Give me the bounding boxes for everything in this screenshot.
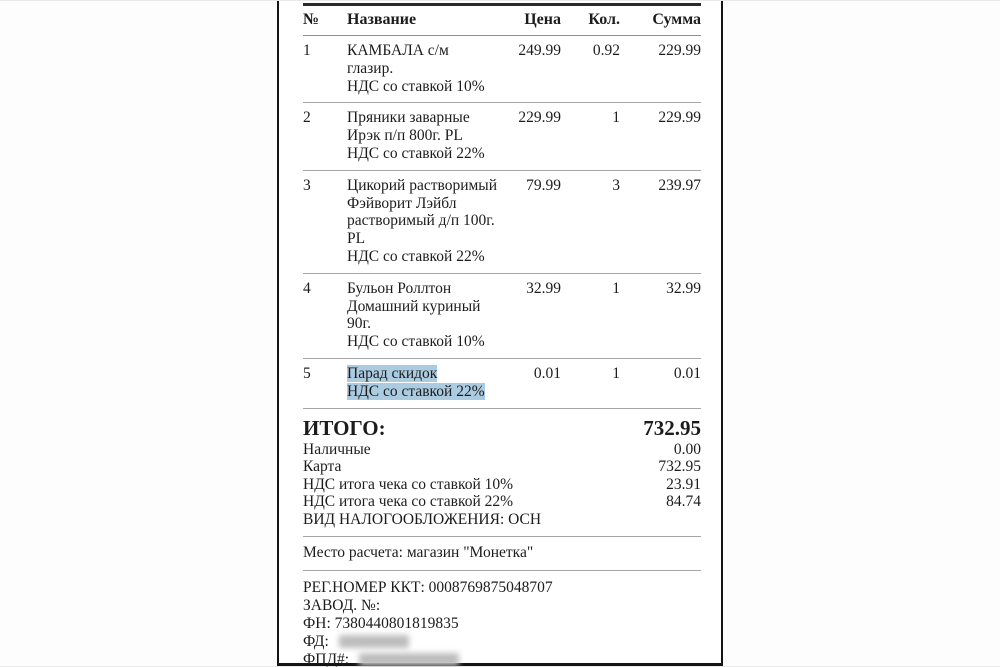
item-row bbox=[303, 274, 701, 359]
totals-line bbox=[303, 493, 701, 511]
item-price: 32.99 bbox=[526, 279, 561, 297]
item-name bbox=[347, 280, 511, 351]
item-row bbox=[303, 171, 701, 274]
fiscal-footer-label: ЗАВОД. №: bbox=[303, 597, 381, 615]
redacted-value-blur bbox=[339, 635, 409, 648]
total-row bbox=[303, 415, 701, 441]
item-name-text: Парад скидок bbox=[347, 364, 438, 382]
item-qty: 1 bbox=[612, 279, 620, 297]
item-sum: 239.97 bbox=[658, 176, 701, 194]
items-container bbox=[303, 36, 701, 409]
item-price: 249.99 bbox=[518, 42, 561, 59]
totals-line-label: НДС итога чека со ставкой 22% bbox=[303, 493, 514, 511]
receipt-card bbox=[277, 1, 723, 666]
totals-line-value: 0.00 bbox=[673, 440, 701, 458]
fiscal-footer-label: ФД: bbox=[303, 633, 329, 651]
item-name-line bbox=[347, 195, 511, 213]
item-vat-text: НДС со ставкой 10% bbox=[347, 77, 485, 95]
item-vat-text: НДС со ставкой 22% bbox=[347, 144, 485, 162]
items-table-header bbox=[303, 6, 701, 36]
item-name-text: Домашний куриный bbox=[347, 297, 481, 315]
item-vat-text: НДС со ставкой 22% bbox=[347, 382, 485, 400]
totals-line-label: Карта bbox=[303, 458, 342, 476]
item-name-line bbox=[347, 177, 511, 195]
item-price: 229.99 bbox=[518, 109, 561, 127]
item-sum: 229.99 bbox=[658, 42, 701, 59]
item-name-text: Пряники заварные bbox=[347, 109, 470, 127]
fiscal-footer-line bbox=[303, 633, 701, 651]
header-price-column: Цена bbox=[524, 11, 561, 28]
fiscal-footer-line bbox=[303, 615, 701, 633]
item-row bbox=[303, 359, 701, 409]
item-vat-line bbox=[347, 145, 511, 163]
item-name-line bbox=[347, 280, 511, 298]
header-qty-column: Кол. bbox=[588, 11, 620, 28]
item-vat-line bbox=[347, 248, 511, 266]
item-qty: 1 bbox=[612, 109, 620, 127]
total-value: 732.95 bbox=[643, 415, 701, 440]
item-name bbox=[347, 365, 511, 401]
totals-line-value: 23.91 bbox=[666, 475, 701, 493]
item-name-text: глазир. bbox=[347, 59, 394, 77]
fiscal-footer-line bbox=[303, 651, 701, 667]
header-sum-column: Сумма bbox=[652, 11, 701, 28]
item-sum: 229.99 bbox=[658, 109, 701, 127]
place-block bbox=[303, 537, 701, 571]
item-qty: 0.92 bbox=[592, 42, 620, 59]
totals-line bbox=[303, 458, 701, 476]
item-name-line bbox=[347, 212, 511, 230]
item-number: 5 bbox=[303, 364, 311, 382]
item-name-line bbox=[347, 127, 511, 145]
item-qty: 1 bbox=[612, 364, 620, 382]
item-number: 1 bbox=[303, 42, 311, 59]
header-number-column: № bbox=[303, 11, 320, 28]
fiscal-footer-label: ФПД#: bbox=[303, 651, 350, 667]
total-label: ИТОГО: bbox=[303, 415, 386, 440]
item-name-line bbox=[347, 230, 511, 248]
totals-line-value: 84.74 bbox=[666, 493, 701, 511]
place-of-payment: Место расчета: магазин "Монетка" bbox=[303, 544, 534, 562]
item-name-text: Цикорий растворимый bbox=[347, 176, 498, 194]
item-name-line bbox=[347, 315, 511, 333]
totals-line-label: Наличные bbox=[303, 440, 371, 458]
item-vat-line bbox=[347, 333, 511, 351]
item-name-line bbox=[347, 365, 511, 383]
item-name-text: Фэйворит Лэйбл bbox=[347, 194, 457, 212]
fiscal-footer-label: ФН: 7380440801819835 bbox=[303, 615, 459, 633]
item-price: 79.99 bbox=[526, 176, 561, 194]
item-name-line bbox=[347, 109, 511, 127]
item-number: 2 bbox=[303, 109, 311, 127]
item-price: 0.01 bbox=[533, 364, 561, 382]
fiscal-footer-line bbox=[303, 579, 701, 597]
item-vat-text: НДС со ставкой 10% bbox=[347, 333, 485, 351]
item-name-text: 90г. bbox=[347, 315, 371, 333]
item-name-text: растворимый д/п 100г. bbox=[347, 212, 495, 230]
totals-line-label: НДС итога чека со ставкой 10% bbox=[303, 475, 514, 493]
item-name-text: Бульон Роллтон bbox=[347, 279, 452, 297]
item-vat-text: НДС со ставкой 22% bbox=[347, 247, 485, 265]
totals-line-value: 732.95 bbox=[658, 458, 701, 476]
item-name bbox=[347, 109, 511, 162]
redacted-value-blur bbox=[359, 653, 459, 666]
item-name-text: PL bbox=[347, 230, 366, 248]
item-name-line bbox=[347, 60, 511, 78]
items-table bbox=[303, 3, 701, 409]
tax-mode-line: ВИД НАЛОГООБЛОЖЕНИЯ: ОСН bbox=[303, 510, 542, 528]
item-name-text: КАМБАЛА с/м bbox=[347, 42, 449, 59]
header-name-column: Название bbox=[347, 11, 417, 28]
item-qty: 3 bbox=[612, 176, 620, 194]
item-number: 4 bbox=[303, 279, 311, 297]
item-name bbox=[347, 177, 511, 266]
item-row bbox=[303, 36, 701, 103]
totals-block bbox=[303, 415, 701, 538]
item-vat-line bbox=[347, 383, 511, 401]
item-number: 3 bbox=[303, 176, 311, 194]
item-sum: 0.01 bbox=[673, 364, 701, 382]
totals-line bbox=[303, 441, 701, 459]
totals-line bbox=[303, 476, 701, 494]
item-name-line bbox=[347, 42, 511, 60]
totals-lines-container bbox=[303, 441, 701, 511]
item-row bbox=[303, 103, 701, 170]
fiscal-footer bbox=[303, 571, 701, 667]
item-name-line bbox=[347, 298, 511, 316]
fiscal-footer-label: РЕГ.НОМЕР ККТ: 0008769875048707 bbox=[303, 579, 553, 597]
fiscal-footer-line bbox=[303, 597, 701, 615]
item-sum: 32.99 bbox=[666, 279, 701, 297]
item-vat-line bbox=[347, 78, 511, 96]
item-name bbox=[347, 42, 511, 95]
receipt-content bbox=[279, 3, 721, 665]
item-name-text: Ирэк п/п 800г. PL bbox=[347, 127, 463, 145]
